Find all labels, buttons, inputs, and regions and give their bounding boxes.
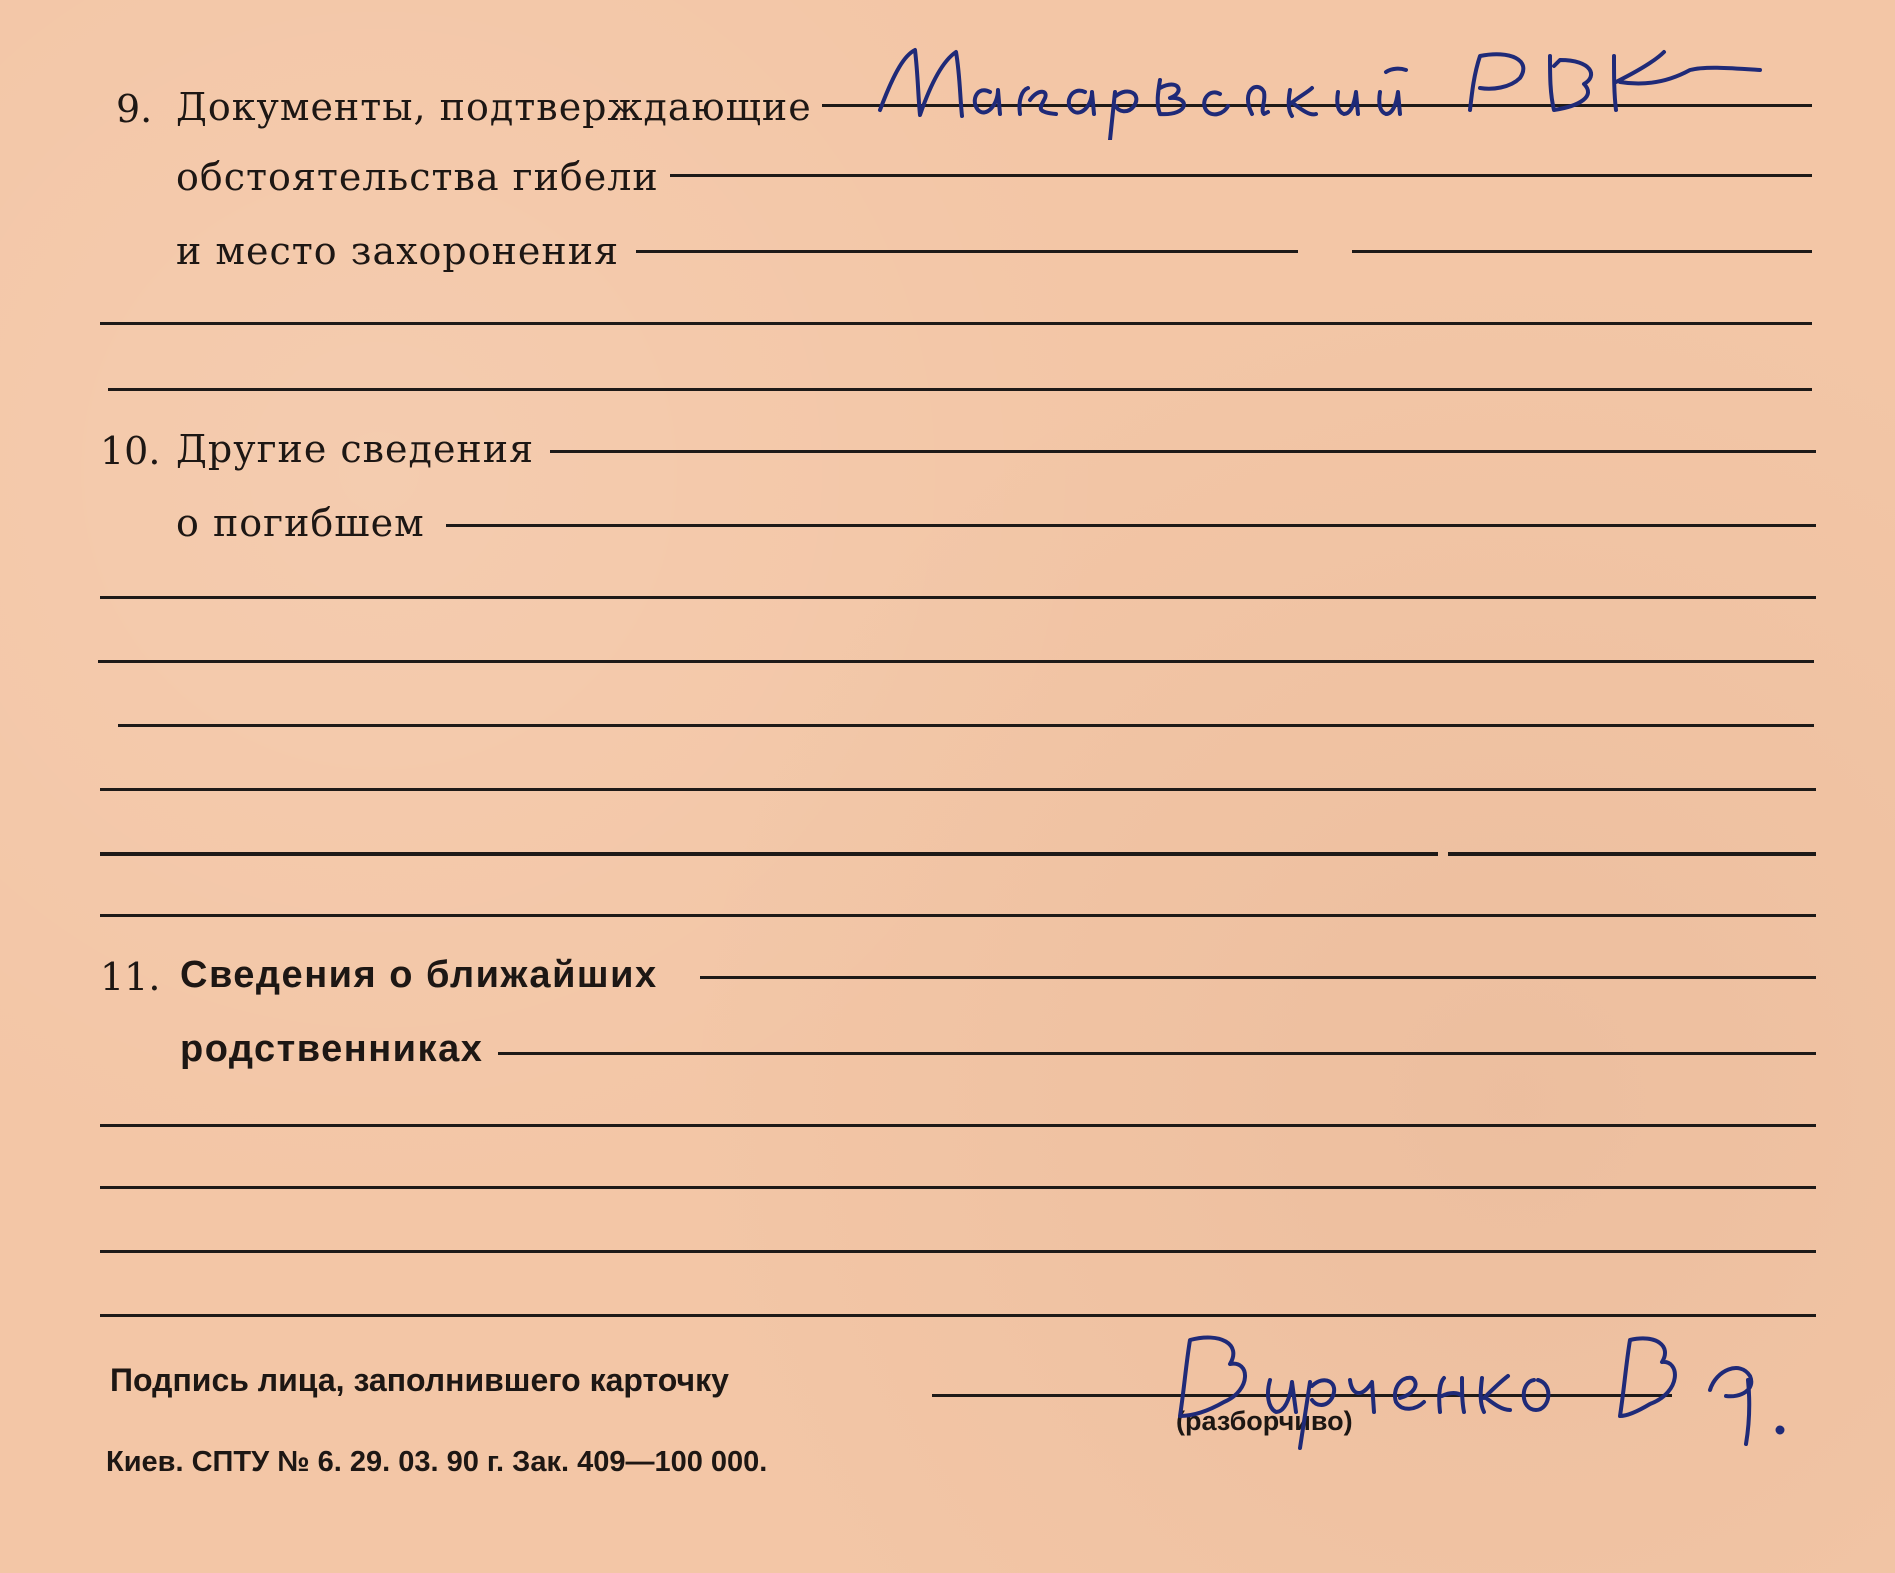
field-10-label-line-2: о погибшем	[176, 501, 425, 545]
field-9-label-line-1: Документы, подтверждающие	[176, 85, 812, 129]
field-9-answer-line-4[interactable]	[100, 322, 1812, 325]
field-11-answer-line-4[interactable]	[100, 1186, 1816, 1189]
field-11-answer-line-5[interactable]	[100, 1250, 1816, 1253]
field-10-answer-line-8[interactable]	[100, 914, 1816, 917]
field-9-handwriting	[860, 30, 1820, 140]
signature-label: Подпись лица, заполнившего карточку	[110, 1362, 729, 1398]
signature-hint: (разборчиво)	[1176, 1406, 1353, 1436]
field-10-answer-line-3[interactable]	[100, 596, 1816, 599]
field-11-answer-line-6[interactable]	[100, 1314, 1816, 1317]
field-11-answer-line-2[interactable]	[498, 1052, 1816, 1055]
field-9-label-line-2: обстоятельства гибели	[176, 155, 659, 199]
field-9-answer-line-3a[interactable]	[636, 250, 1298, 253]
field-10-answer-line-5[interactable]	[118, 724, 1814, 727]
printer-imprint: Киев. СПТУ № 6. 29. 03. 90 г. Зак. 409—100 000.	[106, 1446, 768, 1478]
field-10-label-line-1: Другие сведения	[176, 427, 535, 471]
field-11-answer-line-3[interactable]	[100, 1124, 1816, 1127]
field-11-answer-line-1[interactable]	[700, 976, 1816, 979]
field-10-number: 10.	[100, 429, 161, 473]
signature-handwriting	[1150, 1320, 1840, 1450]
field-10-answer-line-7a[interactable]	[100, 852, 1438, 856]
field-10-answer-line-2[interactable]	[446, 524, 1816, 527]
field-10-answer-line-1[interactable]	[550, 450, 1816, 453]
field-10-answer-line-4[interactable]	[98, 660, 1814, 663]
field-10-answer-line-7b[interactable]	[1448, 852, 1816, 856]
field-9-number: 9.	[116, 87, 153, 131]
field-10-answer-line-6[interactable]	[100, 788, 1816, 791]
field-9-answer-line-5[interactable]	[108, 388, 1812, 391]
field-9-label-line-3: и место захоронения	[176, 229, 620, 273]
field-11-number: 11.	[100, 955, 161, 999]
field-11-label-line-1: Сведения о ближайших	[180, 954, 658, 996]
field-9-answer-line-3b[interactable]	[1352, 250, 1812, 253]
field-9-answer-line-2[interactable]	[670, 174, 1812, 177]
field-11-label-line-2: родственниках	[180, 1028, 484, 1070]
